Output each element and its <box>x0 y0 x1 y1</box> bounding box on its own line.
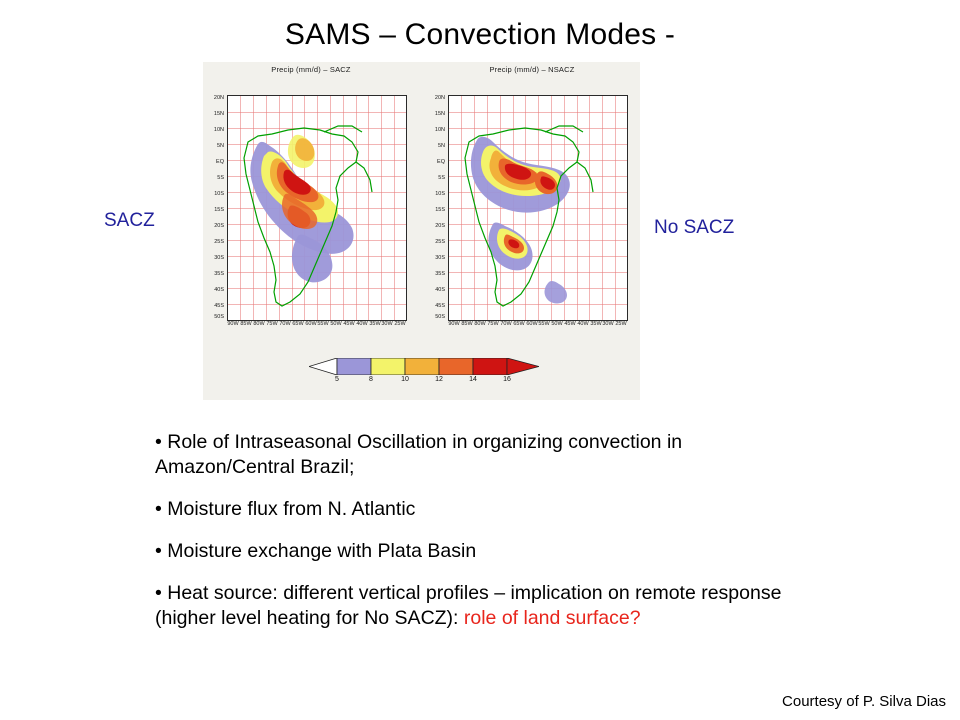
y-tick: 15S <box>214 207 224 213</box>
y-tick: 40S <box>435 287 445 293</box>
colorbar-tick: 16 <box>503 376 511 383</box>
no-sacz-label: No SACZ <box>654 217 735 238</box>
panel-sacz-x-axis <box>227 321 405 331</box>
y-tick: 20S <box>214 223 224 229</box>
x-tick: 65W <box>513 321 525 327</box>
panel-nsacz-y-axis <box>424 95 446 319</box>
panel-nsacz-map <box>448 95 628 321</box>
x-tick: 25W <box>615 321 627 327</box>
panel-nsacz-x-axis <box>448 321 626 331</box>
y-tick: 30S <box>214 255 224 261</box>
y-tick: 35S <box>214 271 224 277</box>
x-tick: 30W <box>602 321 614 327</box>
map-panels <box>203 62 640 352</box>
y-tick: 10S <box>214 191 224 197</box>
x-tick: 80W <box>253 321 265 327</box>
list-item: • Moisture exchange with Plata Basin <box>155 540 477 562</box>
y-tick: 10S <box>435 191 445 197</box>
y-tick: 10N <box>213 127 224 133</box>
x-tick: 35W <box>369 321 381 327</box>
list-item-highlight: role of land surface? <box>463 607 641 629</box>
x-tick: 25W <box>394 321 406 327</box>
x-tick: 40W <box>356 321 368 327</box>
x-tick: 40W <box>577 321 589 327</box>
y-tick: 5N <box>437 143 445 149</box>
precip-contours-nsacz <box>449 96 627 320</box>
x-tick: 85W <box>461 321 473 327</box>
x-tick: 55W <box>538 321 550 327</box>
y-tick: 15N <box>213 111 224 117</box>
list-item: • Role of Intraseasonal Oscillation in organizing convection in Amazon/Central Brazil; <box>155 431 683 478</box>
y-tick: 5S <box>438 175 445 181</box>
y-tick: 10N <box>434 127 445 133</box>
x-tick: 70W <box>279 321 291 327</box>
colorbar <box>309 358 539 392</box>
precip-contours-sacz <box>228 96 406 320</box>
courtesy-note: Courtesy of P. Silva Dias <box>782 693 946 710</box>
colorbar-ticks <box>309 376 539 386</box>
x-tick: 65W <box>292 321 304 327</box>
x-tick: 90W <box>227 321 239 327</box>
colorbar-tick: 8 <box>369 376 373 383</box>
panel-sacz-map <box>227 95 407 321</box>
x-tick: 60W <box>526 321 538 327</box>
y-tick: 50S <box>214 314 224 320</box>
panel-nsacz-title: Precip (mm/d) – NSACZ <box>489 65 575 74</box>
panel-sacz-title: Precip (mm/d) – SACZ <box>271 65 351 74</box>
colorbar-tick: 5 <box>335 376 339 383</box>
y-tick: EQ <box>437 159 445 165</box>
x-tick: 75W <box>487 321 499 327</box>
y-tick: 20N <box>213 95 224 101</box>
y-tick: 50S <box>435 314 445 320</box>
page-title: SAMS – Convection Modes - <box>284 18 676 51</box>
y-tick: 30S <box>435 255 445 261</box>
colorbar-swatches <box>309 358 539 375</box>
x-tick: 70W <box>500 321 512 327</box>
panel-sacz-y-axis <box>203 95 225 319</box>
y-tick: 5N <box>216 143 224 149</box>
x-tick: 90W <box>448 321 460 327</box>
y-tick: 45S <box>435 303 445 309</box>
y-tick: 20N <box>434 95 445 101</box>
precipitation-figure <box>203 62 640 400</box>
y-tick: 5S <box>217 175 224 181</box>
x-tick: 45W <box>564 321 576 327</box>
x-tick: 45W <box>343 321 355 327</box>
y-tick: EQ <box>216 159 224 165</box>
list-item: • Moisture flux from N. Atlantic <box>155 498 416 520</box>
x-tick: 50W <box>551 321 563 327</box>
colorbar-tick: 14 <box>469 376 477 383</box>
x-tick: 35W <box>590 321 602 327</box>
x-tick: 30W <box>381 321 393 327</box>
panel-sacz <box>203 62 419 352</box>
list-item-text: • Heat source: different vertical profiles – implication on remote response (higher level heating for No SACZ): <box>155 582 782 629</box>
y-tick: 25S <box>435 239 445 245</box>
colorbar-tick: 12 <box>435 376 443 383</box>
list-item <box>155 581 795 631</box>
x-tick: 50W <box>330 321 342 327</box>
panel-nsacz <box>424 62 640 352</box>
y-tick: 45S <box>214 303 224 309</box>
y-tick: 25S <box>214 239 224 245</box>
y-tick: 15N <box>434 111 445 117</box>
x-tick: 55W <box>317 321 329 327</box>
x-tick: 85W <box>240 321 252 327</box>
y-tick: 20S <box>435 223 445 229</box>
y-tick: 15S <box>435 207 445 213</box>
x-tick: 60W <box>305 321 317 327</box>
bullet-list <box>155 430 795 631</box>
sacz-label: SACZ <box>104 210 155 231</box>
colorbar-tick: 10 <box>401 376 409 383</box>
y-tick: 40S <box>214 287 224 293</box>
y-tick: 35S <box>435 271 445 277</box>
x-tick: 75W <box>266 321 278 327</box>
x-tick: 80W <box>474 321 486 327</box>
